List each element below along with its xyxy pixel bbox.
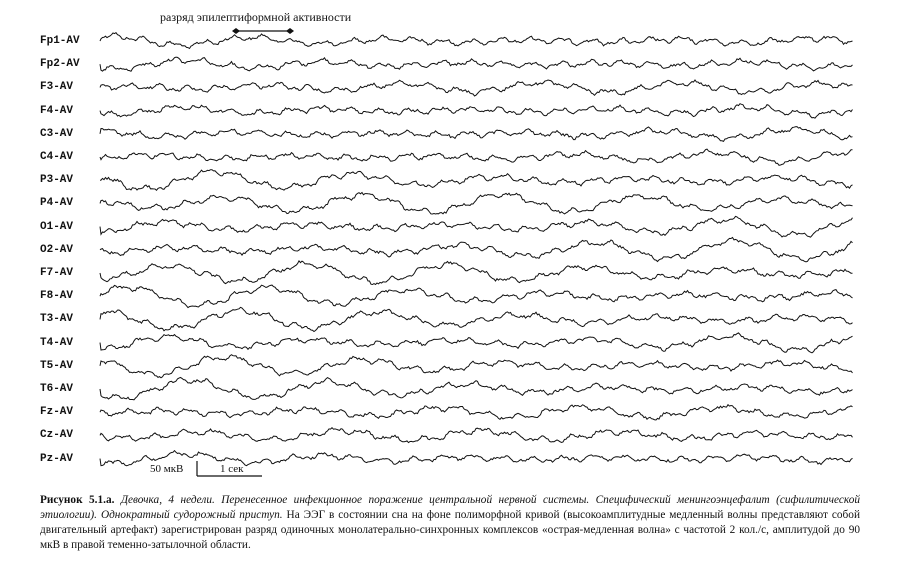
eeg-trace xyxy=(100,333,853,353)
scale-amplitude-label: 50 мкВ xyxy=(150,463,184,475)
caption-italic: Девочка, 4 недели. Перенесенное инфекционное поражение центральной нервной системы. Специфический менингоэнцефалит (сифилитической этиологии). Однократный судорожный приступ. xyxy=(40,494,860,521)
channel-label: T6-AV xyxy=(40,383,74,395)
eeg-trace xyxy=(100,428,853,443)
discharge-marker-right xyxy=(286,28,294,34)
eeg-trace xyxy=(100,261,853,285)
eeg-trace xyxy=(100,355,853,378)
channel-label: Fp2-AV xyxy=(40,58,80,71)
eeg-trace xyxy=(100,216,853,237)
caption-label: Рисунок 5.1.а. xyxy=(40,494,115,506)
eeg-trace xyxy=(100,285,853,308)
eeg-trace xyxy=(100,80,853,96)
eeg-trace xyxy=(100,104,853,118)
eeg-trace xyxy=(100,405,853,420)
eeg-trace xyxy=(100,127,853,142)
eeg-trace xyxy=(100,170,853,191)
discharge-marker-left xyxy=(232,28,240,34)
eeg-trace xyxy=(100,149,853,165)
channel-label: O1-AV xyxy=(40,220,74,233)
channel-label: F4-AV xyxy=(40,104,74,117)
eeg-trace xyxy=(100,451,853,466)
eeg-trace xyxy=(100,33,853,49)
channel-label: T3-AV xyxy=(40,313,74,326)
channel-label: P4-AV xyxy=(40,197,74,210)
channel-label: F7-AV xyxy=(40,267,74,279)
eeg-trace xyxy=(100,307,853,331)
channel-label: C4-AV xyxy=(40,151,74,163)
channel-label: Fp1-AV xyxy=(40,35,80,47)
eeg-trace xyxy=(100,193,853,215)
channel-label: Cz-AV xyxy=(40,429,74,442)
channel-label: Fz-AV xyxy=(40,406,74,419)
eeg-trace xyxy=(100,57,853,71)
channel-label: P3-AV xyxy=(40,174,74,187)
discharge-annotation: разряд эпилептиформной активности xyxy=(160,10,352,24)
caption-body: На ЭЭГ в состоянии сна на фоне полиморфной кривой (высокоамплитудные медленный волны представляют собой двигательный артефакт) зарегистрирован разряд одиночных монолатерально-синхронных комплексов «острая-медленная волна» с частотой 2 кол./с, амплитудой до 90 мкВ в правой теменно-затылочной области. xyxy=(40,509,860,551)
channel-label: C3-AV xyxy=(40,127,74,140)
scale-time-label: 1 сек xyxy=(220,463,244,475)
eeg-trace xyxy=(100,238,853,262)
channel-label: F3-AV xyxy=(40,81,74,94)
eeg-trace xyxy=(100,377,853,399)
channel-label: O2-AV xyxy=(40,243,74,256)
channel-label: T5-AV xyxy=(40,359,74,372)
channel-label: F8-AV xyxy=(40,290,74,303)
figure-caption xyxy=(40,493,860,553)
channel-label: T4-AV xyxy=(40,336,74,349)
channel-label: Pz-AV xyxy=(40,452,74,465)
